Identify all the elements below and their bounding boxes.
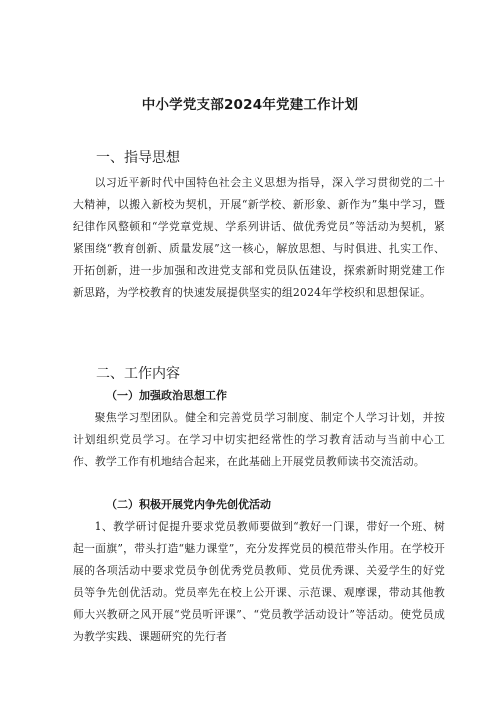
subsection-heading-political-work: （一）加强政治思想工作 <box>106 389 227 402</box>
subsection-heading-excellence-activities: （二）积极开展党内争先创优活动 <box>106 498 271 511</box>
section-heading-work-content: 二、工作内容 <box>96 366 180 382</box>
paragraph-guiding-ideology: 以习近平新时代中国特色社会主义思想为指导，深入学习贯彻党的二十大精神，以搬入新校为契机，开展“新学校、新形象、新作为”集中学习，暨纪律作风整顿和“学党章党规、学系列讲话、做优秀党员”等活动为契机，紧紧围绕“教育创新、质量发展”这一核心，解放思想、与时俱进、扎实工作、开拓创新，进一步加强和改进党支部和党员队伍建设，探索新时期党建工作新思路，为学校教育的快速发展提供坚实的组2024年学校织和思想保证。 <box>73 176 445 299</box>
paragraph-excellence-activities: 1、教学研讨促提升要求党员教师要做到“教好一门课，带好一个班、树起一面旗”，带头打造“魅力课堂”，充分发挥党员的模范带头作用。在学校开展的各项活动中要求党员争创优秀党员教师、党员优秀课、关爱学生的好党员等争先创优活动。党员率先在校上公开课、示范课、观摩课，带动其他教师大兴教研之风开展“党员听评课”、“党员教学活动设计”等活动。使党员成为教学实践、课题研究的先行者 <box>73 520 445 643</box>
section-heading-guiding-ideology: 一、指导思想 <box>96 150 180 166</box>
paragraph-political-work: 聚焦学习型团队。健全和完善党员学习制度、制定个人学习计划，并按计划组织党员学习。在学习中切实把经常性的学习教育活动与当前中心工作、教学工作有机地结合起来，在此基础上开展党员教师读书交流活动。 <box>73 411 445 468</box>
document-title: 中小学党支部2024年党建工作计划 <box>141 97 359 113</box>
